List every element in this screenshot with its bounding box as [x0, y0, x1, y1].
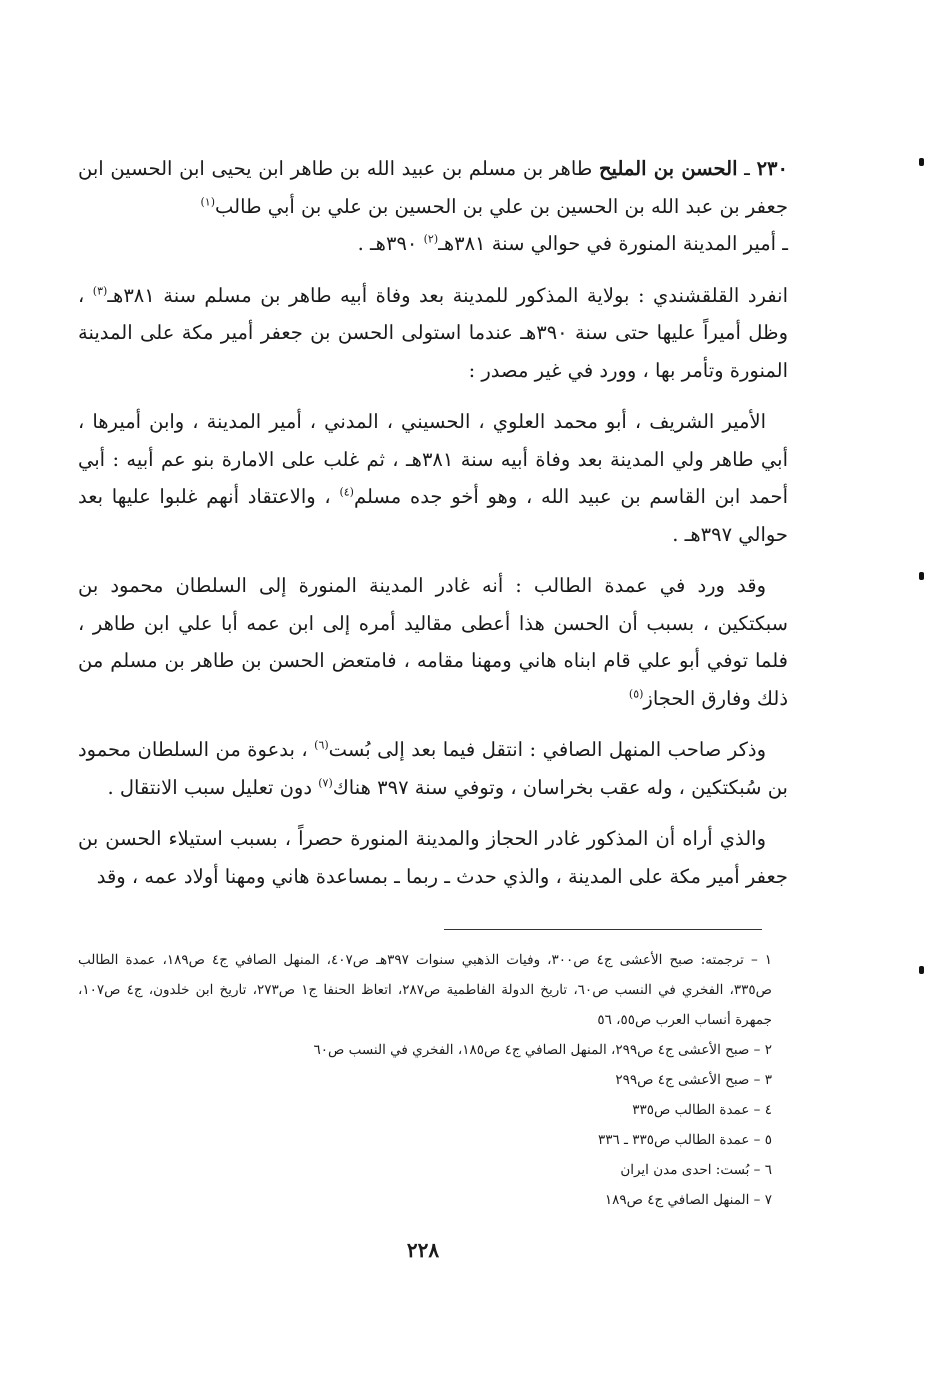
footnote: ٧ – المنهل الصافي ج٤ ص١٨٩: [604, 1192, 772, 1208]
footnote: ٤ – عمدة الطالب ص٣٣٥: [632, 1102, 772, 1118]
entry-separator: ـ: [737, 157, 757, 180]
footnotes: [78, 945, 772, 1215]
margin-mark: [919, 966, 924, 974]
footnote-ref: (١): [200, 195, 215, 208]
footnote-ref: (٢): [423, 232, 439, 246]
footnote-ref: (٣): [92, 284, 108, 297]
entry-title: ـ أمير المدينة المنورة في حوالي سنة ٣٨١هـ: [438, 232, 788, 255]
page-number: ٢٢٨: [406, 1238, 440, 1262]
paragraph-1: [78, 277, 788, 390]
footnote-ref: (٦): [314, 738, 329, 752]
paragraph-text: والذي أراه أن المذكور غادر الحجاز والمدينة المنورة حصراً ، بسبب استيلاء الحسن بن جعفر أمير مكة على المدينة ، والذي حدث ـ ربما ـ بمساعدة هاني ومهنا أولاد عمه ، وقد: [78, 827, 788, 888]
paragraph-text: ، بدعوة من السلطان محمود بن سُبكتكين ، وله عقب بخراسان ، وتوفي سنة ٣٩٧ هناك: [78, 738, 788, 799]
paragraph-text: ، والاعتقاد أنهم غلبوا عليها بعد حوالي ٣٩٧هـ .: [78, 485, 788, 546]
entry-title-end: ٣٩٠هـ .: [357, 232, 424, 255]
footnote: ٢ – صبح الأعشى ج٤ ص٢٩٩، المنهل الصافي ج٤ ص١٨٥، الفخري في النسب ص٦٠: [313, 1042, 772, 1058]
paragraph-text: وذكر صاحب المنهل الصافي : انتقل فيما بعد إلى بُست: [328, 738, 766, 761]
footnote-divider: [444, 929, 762, 930]
footnote-ref: (٥): [628, 687, 644, 700]
paragraph-4: [78, 731, 788, 806]
page-body: [78, 150, 788, 909]
footnote: ٥ – عمدة الطالب ص٣٣٥ ـ ٣٣٦: [597, 1132, 772, 1148]
entry-lineage: طاهر بن مسلم بن عبيد الله بن طاهر ابن يحيى ابن الحسين ابن جعفر بن عبد الله بن الحسين بن علي بن الحسين بن علي بن أبي طالب: [78, 157, 788, 218]
paragraph-text: انفرد القلقشندي : بولاية المذكور للمدينة بعد وفاة أبيه طاهر بن مسلم سنة ٣٨١هـ: [107, 283, 788, 307]
paragraph-2: [78, 403, 788, 553]
footnote: ٦ – بُست: احدى مدن ايران: [620, 1162, 772, 1178]
entry-heading-paragraph: [78, 150, 788, 263]
paragraph-text: ، وظل أميراً عليها حتى سنة ٣٩٠هـ عندما استولى الحسن بن جعفر أمير مكة على المدينة المنورة وتأمر بها ، وورد في غير مصدر :: [78, 283, 788, 382]
entry-number: ٢٣٠: [756, 157, 788, 180]
entry-name: الحسن بن المليح: [598, 157, 738, 180]
footnote-ref: (٧): [318, 776, 333, 789]
margin-mark: [919, 158, 924, 166]
footnote: ٣ – صبح الأعشى ج٤ ص٢٩٩: [615, 1072, 772, 1088]
paragraph-text: دون تعليل سبب الانتقال .: [107, 775, 319, 799]
paragraph-text: وقد ورد في عمدة الطالب : أنه غادر المدينة المنورة إلى السلطان محمود بن سبكتكين ، بسبب أن الحسن هذا أعطى مقاليد أمره إلى ابن عمه أبا علي ابن طاهر ، فلما توفي أبو علي قام ابناه هاني ومهنا مقامه ، فامتعض الحسن بن طاهر بن مسلم من ذلك وفارق الحجاز: [78, 574, 788, 710]
footnote: ١ – ترجمته: صبح الأعشى ج٤ ص٣٠٠، وفيات الذهبي سنوات ٣٩٧هـ ص٤٠٧، المنهل الصافي ج٤ ص١٨٩، عمدة الطالب ص٣٣٥، الفخري في النسب ص٦٠، تاريخ الدولة الفاطمية ص٢٨٧، اتعاظ الحنفا ج١ ص٢٧٣، تاريخ ابن خلدون، ج٤ ص١٠٧، جمهرة أنساب العرب ص٥٥، ٥٦: [78, 952, 772, 1028]
paragraph-5: [78, 820, 788, 895]
paragraph-text: الأمير الشريف ، أبو محمد العلوي ، الحسيني ، المدني ، أمير المدينة ، وابن أميرها ، أبي طاهر ولي المدينة بعد وفاة أبيه سنة ٣٨١هـ ، ثم غلب على الامارة بنو عم أبيه : أبي أحمد ابن القاسم بن عبيد الله ، وهو أخو جده مسلم: [78, 410, 789, 508]
paragraph-3: [78, 567, 788, 717]
footnote-ref: (٤): [339, 485, 354, 499]
margin-mark: [919, 572, 924, 580]
